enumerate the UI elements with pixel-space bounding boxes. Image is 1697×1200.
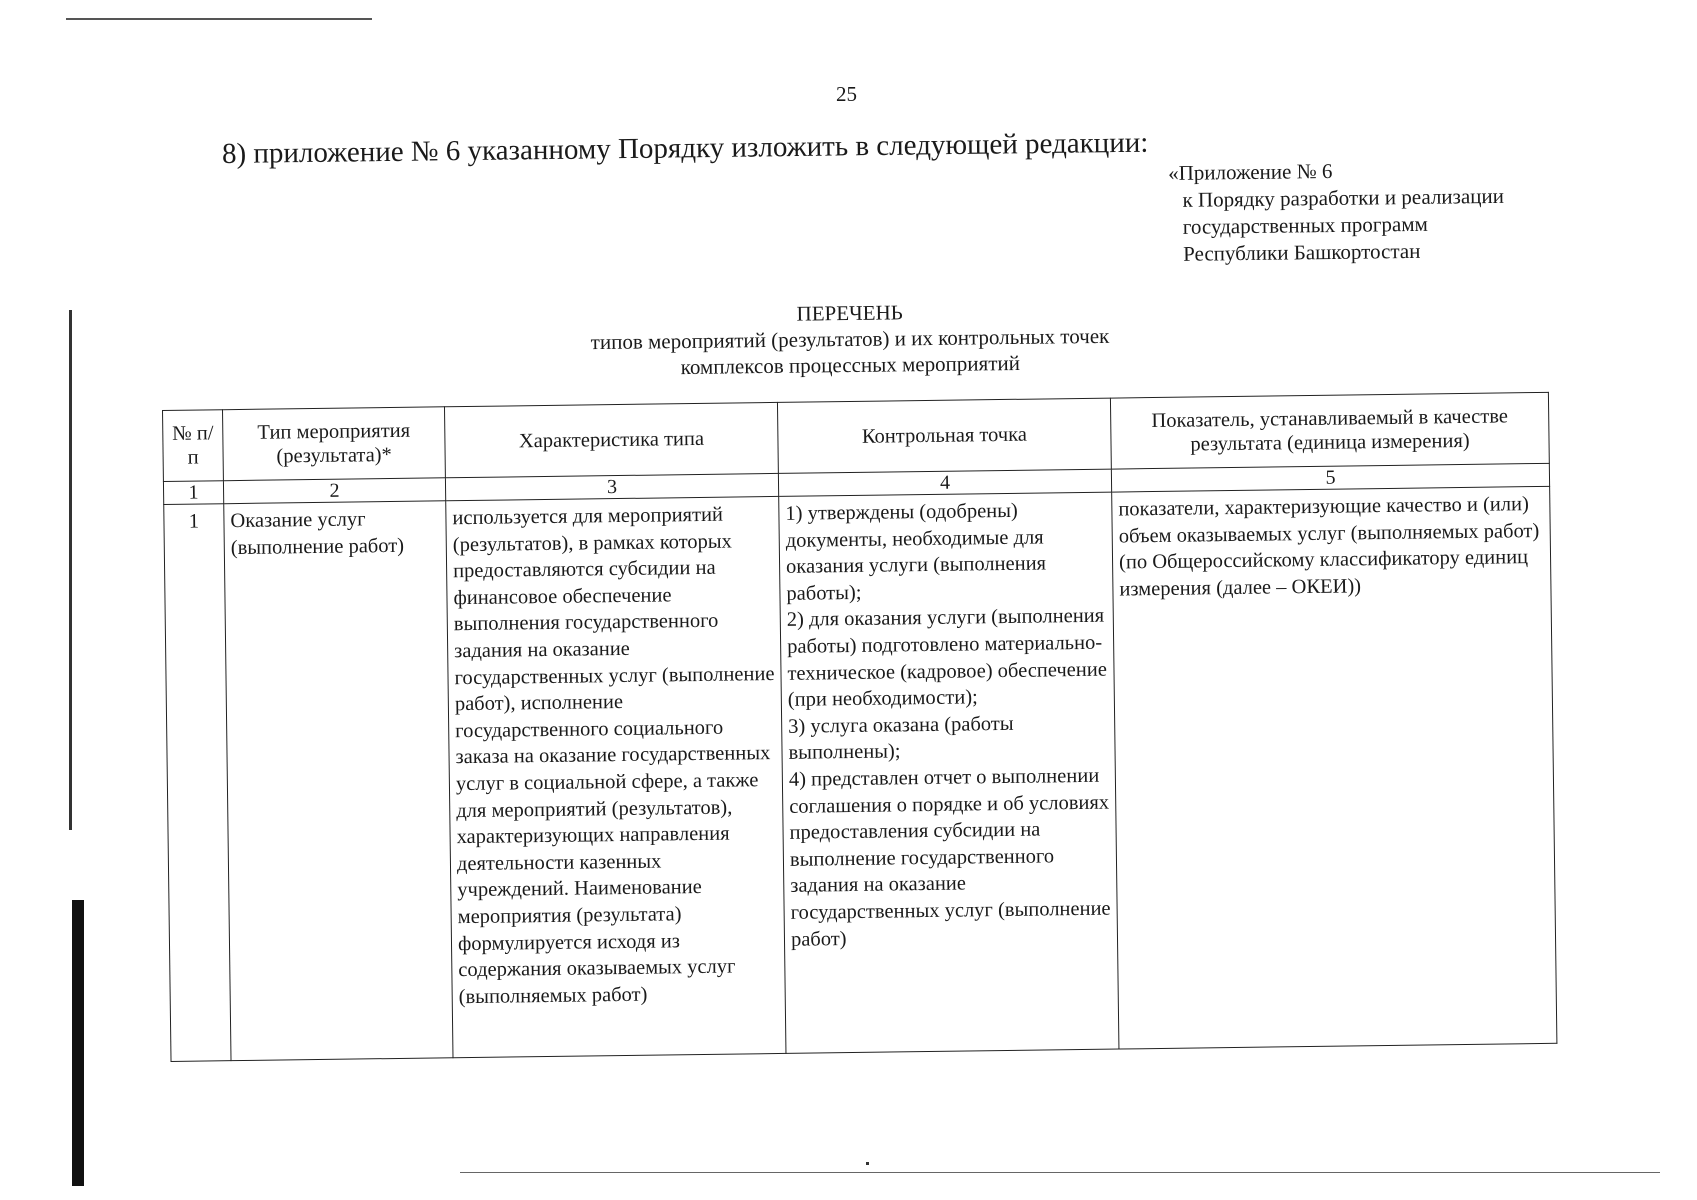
- bottom-rule: [460, 1172, 1660, 1173]
- intro-text: 8) приложение № 6 указанному Порядку изложить в следующей редакции:: [221, 126, 1149, 170]
- header-indicator: Показатель, устанавливаемый в качестве результата (единица измерения): [1110, 392, 1549, 469]
- column-number: 4: [778, 469, 1111, 496]
- row-indicator: показатели, характеризующие качество и (или) объем оказываемых услуг (выполняемых работ) (по Общероссийскому классификатору единиц измерения (далее – ОКЕИ)): [1112, 486, 1557, 1049]
- appendix-ref-line: государственных программ: [1182, 211, 1428, 239]
- top-rule: [66, 18, 372, 20]
- column-number: 3: [445, 473, 778, 500]
- table-grid: [162, 392, 1557, 1062]
- table-row: [164, 486, 1557, 1061]
- scan-dot: [866, 1162, 869, 1165]
- column-number: 2: [223, 478, 445, 504]
- heading-title: ПЕРЕЧЕНЬ: [796, 300, 903, 326]
- heading-subtitle: комплексов процессных мероприятий: [680, 350, 1021, 380]
- control-point-item: 3) услуга оказана (работы выполнены);: [788, 712, 1014, 765]
- scan-edge-mark: [69, 310, 72, 830]
- page-number: 25: [836, 82, 857, 106]
- column-number: 1: [163, 481, 223, 505]
- column-number: 5: [1111, 463, 1549, 492]
- row-control-points: [779, 492, 1119, 1053]
- heading-subtitle: типов мероприятий (результатов) и их контрольных точек: [590, 323, 1110, 355]
- activities-table: [162, 392, 1557, 1082]
- row-type: Оказание услуг (выполнение работ): [224, 501, 453, 1061]
- header-control-point: Контрольная точка: [777, 398, 1111, 473]
- control-point-item: 2) для оказания услуги (выполнения работы) подготовлено материально-техническое (кадровое) обеспечение (при необходимости);: [786, 605, 1107, 711]
- header-characteristic: Характеристика типа: [444, 402, 778, 477]
- row-characteristic: используется для мероприятий (результатов), в рамках которых предоставляются субсидии на финансовое обеспечение выполнения государственного задания на оказание государственных услуг (выполнение работ), исполнение государственного социального заказа на оказание государственных услуг в социальной сфере, а также для мероприятий (результатов), характеризующих направления деятельности казенных учреждений. Наименование мероприятия (результата) формулируется исходя из содержания оказываемых услуг (выполняемых работ): [446, 496, 786, 1057]
- document-heading: [560, 296, 1141, 381]
- appendix-reference: [1168, 156, 1505, 268]
- header-number: № п/п: [163, 410, 224, 482]
- appendix-ref-line: Республики Башкортостан: [1183, 238, 1421, 266]
- appendix-ref-line: к Порядку разработки и реализации: [1182, 183, 1505, 212]
- control-point-item: 4) представлен отчет о выполнении соглашения о порядке и об условиях предоставления субсидии на выполнение государственного задания на оказание государственных услуг (выполнение работ): [788, 764, 1111, 951]
- header-type: Тип мероприятия (результата)*: [223, 407, 446, 481]
- appendix-ref-line: «Приложение № 6: [1168, 158, 1333, 185]
- scan-edge-bar: [72, 900, 84, 1186]
- control-point-item: 1) утверждены (одобрены) документы, необходимые для оказания услуги (выполнения работы);: [785, 499, 1047, 605]
- row-number: 1: [164, 504, 231, 1062]
